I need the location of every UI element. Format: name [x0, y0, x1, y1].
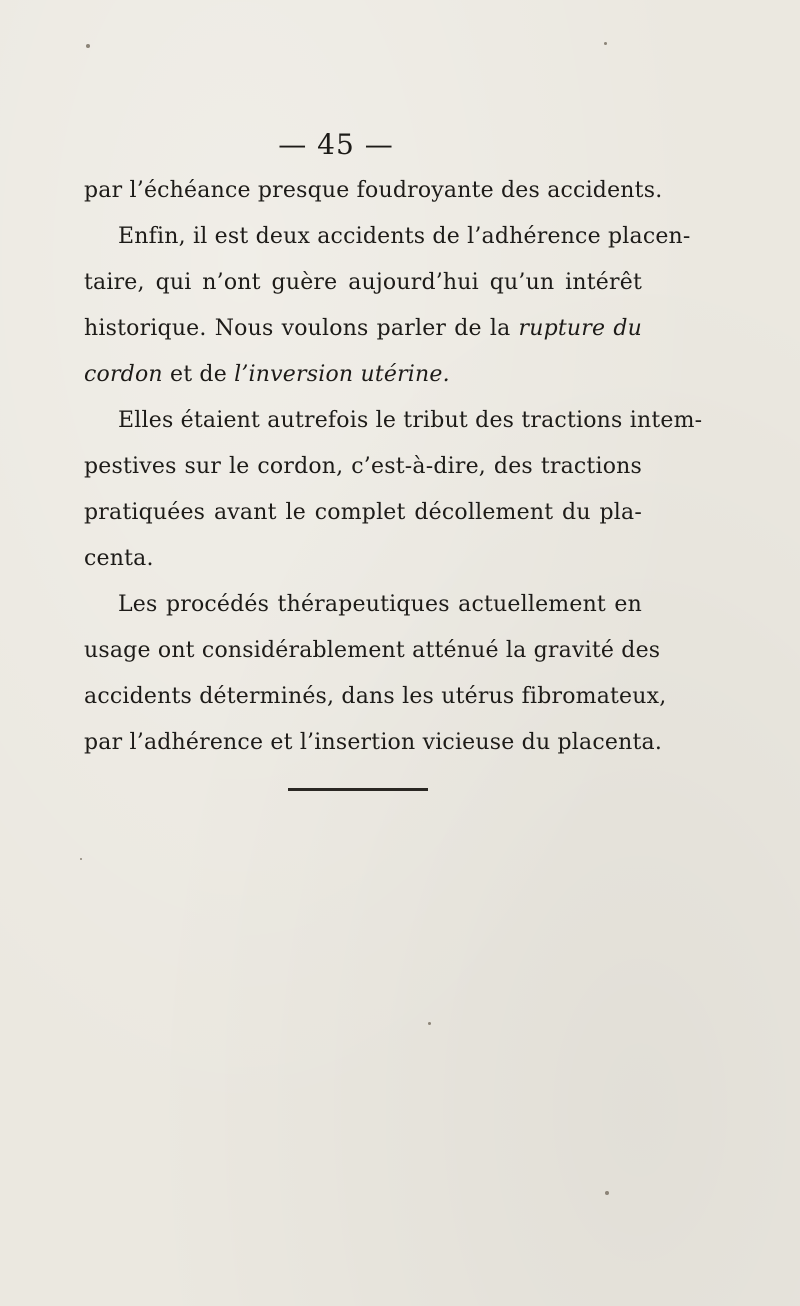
text-line: centa. [84, 546, 154, 571]
text-line [84, 306, 642, 352]
text-line: usage ont considérablement atténué la gravité des [84, 638, 661, 663]
text-line: Les procédés thérapeutiques actuellement en [118, 592, 642, 617]
text-span: historique. Nous voulons parler de la [84, 316, 519, 341]
horizontal-rule [288, 788, 428, 791]
text-line: par l’adhérence et l’insertion vicieuse du placenta. [84, 730, 663, 755]
text-line: pestives sur le cordon, c’est-à-dire, des tractions [84, 454, 642, 479]
text-line: pratiquées avant le complet décollement du pla- [84, 500, 642, 525]
paper-speck [428, 1022, 431, 1025]
page-number: — 45 — [278, 128, 394, 161]
text-line [84, 352, 642, 398]
body-text [84, 168, 703, 766]
paper-speck [86, 44, 90, 48]
italic-term: rupture du [518, 316, 642, 341]
text-line: taire, qui n’ont guère aujourd’hui qu’un intérêt [84, 270, 642, 295]
italic-term: cordon [84, 362, 163, 387]
text-line: accidents déterminés, dans les utérus fibromateux, [84, 684, 667, 709]
text-line: Elles étaient autrefois le tribut des tractions intem- [118, 408, 703, 433]
paper-speck [80, 858, 82, 860]
paper-speck [605, 1191, 609, 1195]
text-line: Enfin, il est deux accidents de l’adhérence placen- [118, 224, 691, 249]
text-span: et de [162, 362, 235, 387]
text-line: par l’échéance presque foudroyante des accidents. [84, 178, 663, 203]
paper-speck [604, 42, 607, 45]
italic-term: l’inversion utérine. [234, 362, 450, 387]
